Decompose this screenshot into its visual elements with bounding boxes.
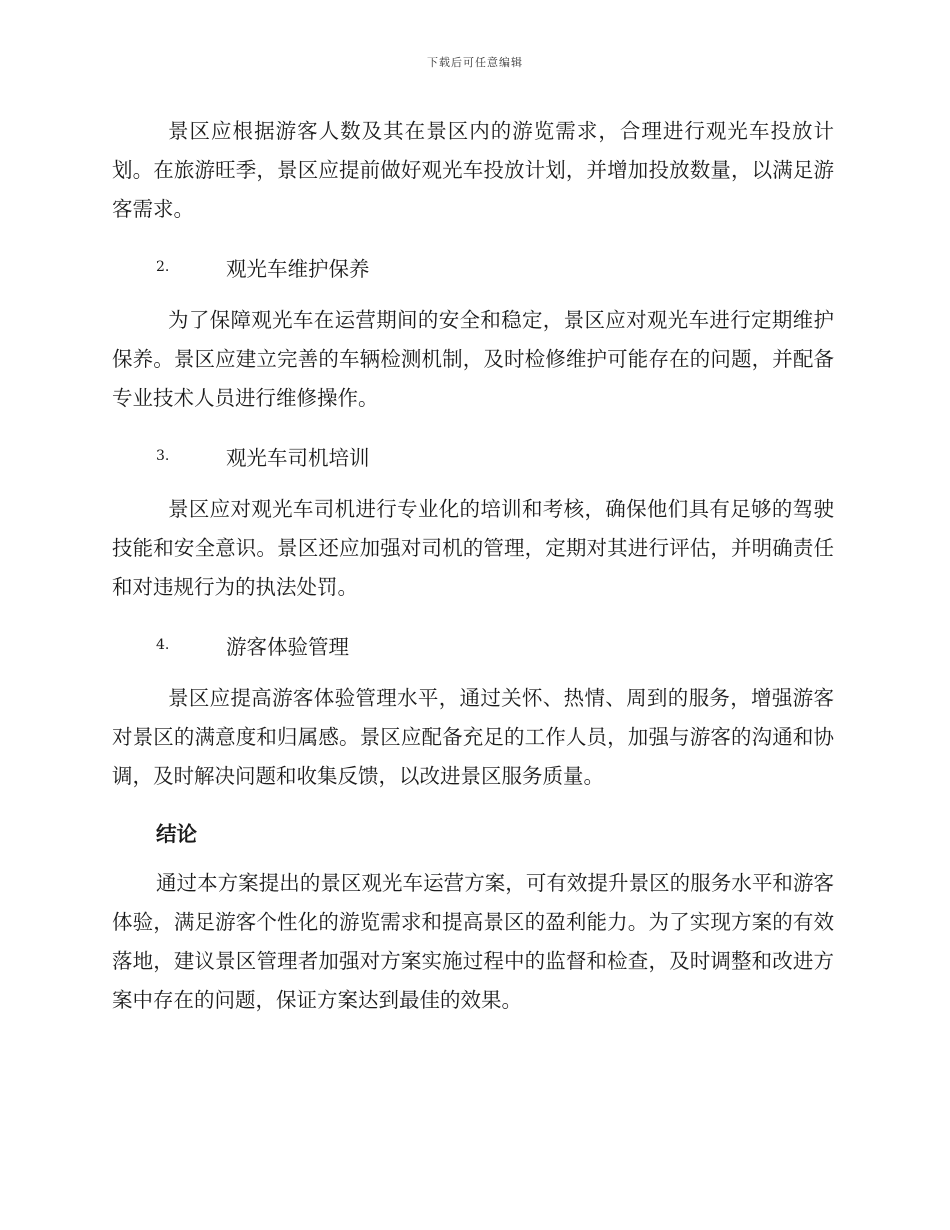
page-header: 下载后可任意编辑 [427, 56, 523, 69]
section-title: 游客体验管理 [226, 635, 349, 659]
intro-paragraph: 景区应根据游客人数及其在景区内的游览需求，合理进行观光车投放计划。在旅游旺季，景区应提前做好观光车投放计划，并增加投放数量，以满足游客需求。 [112, 119, 834, 221]
section-number: 4. [156, 637, 170, 653]
section-heading-3 [112, 436, 834, 476]
section-title: 观光车维护保养 [226, 257, 370, 281]
section-body: 景区应对观光车司机进行专业化的培训和考核，确保他们具有足够的驾驶技能和安全意识。景区还应加强对司机的管理，定期对其进行评估，并明确责任和对违规行为的执法处罚。 [112, 497, 834, 599]
section-number: 2. [156, 259, 170, 275]
section-number: 3. [156, 448, 170, 464]
document-body [112, 112, 834, 1020]
conclusion-heading: 结论 [156, 822, 197, 846]
section-title: 观光车司机培训 [226, 446, 370, 470]
section-body: 景区应提高游客体验管理水平，通过关怀、热情、周到的服务，增强游客对景区的满意度和归属感。景区应配备充足的工作人员，加强与游客的沟通和协调，及时解决问题和收集反馈，以改进景区服务质量。 [112, 686, 834, 788]
section-heading-4 [112, 625, 834, 665]
section-body: 为了保障观光车在运营期间的安全和稳定，景区应对观光车进行定期维护保养。景区应建立完善的车辆检测机制，及时检修维护可能存在的问题，并配备专业技术人员进行维修操作。 [112, 308, 834, 410]
conclusion-paragraph: 通过本方案提出的景区观光车运营方案，可有效提升景区的服务水平和游客体验，满足游客个性化的游览需求和提高景区的盈利能力。为了实现方案的有效落地，建议景区管理者加强对方案实施过程中的监督和检查，及时调整和改进方案中存在的问题，保证方案达到最佳的效果。 [112, 871, 834, 1012]
section-heading-2 [112, 247, 834, 287]
